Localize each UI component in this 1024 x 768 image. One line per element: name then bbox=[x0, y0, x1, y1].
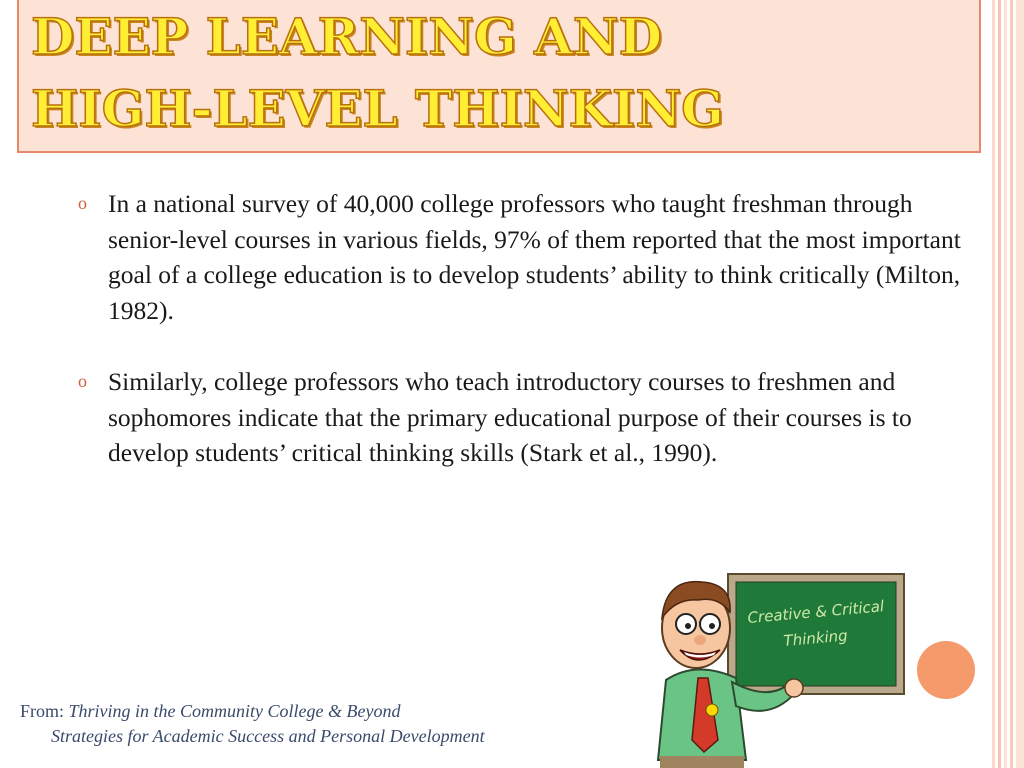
bullet-text: Similarly, college professors who teach introductory courses to freshmen and sophomores indicate that the primary educational purpose of their courses is to develop students’ critical thinking skills (Stark et al., 1990). bbox=[108, 367, 912, 467]
chalkboard-text-line-2: Thinking bbox=[782, 626, 849, 650]
bullet-list bbox=[72, 186, 982, 471]
source-book-title: Thriving in the Community College & Beyond bbox=[68, 701, 401, 721]
bullet-item bbox=[72, 364, 982, 471]
source-citation bbox=[20, 699, 485, 749]
bullet-marker-icon: o bbox=[78, 371, 87, 391]
bullet-text: In a national survey of 40,000 college professors who taught freshman through senior-level courses in various fields, 97% of them reported that the most important goal of a college education is to develop students’ ability to think critically (Milton, 1982). bbox=[108, 189, 961, 325]
title-banner bbox=[17, 0, 981, 153]
bullet-marker-icon: o bbox=[78, 193, 87, 213]
source-prefix: From: bbox=[20, 701, 69, 721]
decorative-stripes bbox=[992, 0, 1024, 768]
teacher-chalkboard-icon bbox=[636, 560, 926, 768]
bullet-item bbox=[72, 186, 982, 328]
slide-title-line-1: DEEP LEARNING AND bbox=[31, 7, 662, 66]
slide-title-line-2: HIGH-LEVEL THINKING bbox=[31, 79, 724, 138]
chalkboard-text-line-1: Creative & Critical bbox=[746, 597, 885, 627]
source-subtitle: Strategies for Academic Success and Personal Development bbox=[51, 726, 485, 746]
